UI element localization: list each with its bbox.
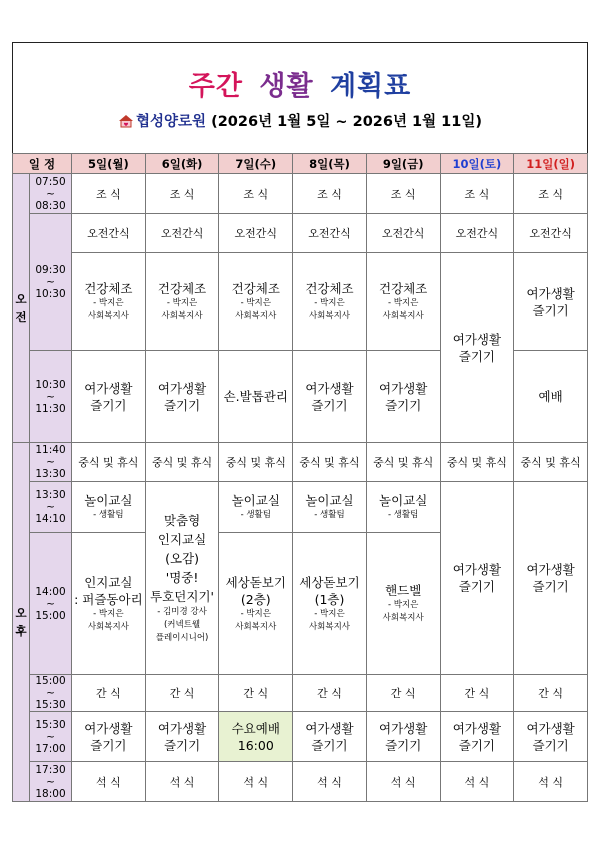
cognitive-custom-label: 맞춤형 인지교실 (오감) '명중! 투호던지기' <box>150 513 214 604</box>
cognitive-mon-staff: - 박지은 사회복지사 <box>87 608 129 632</box>
play-staff: - 생활팀 <box>93 510 124 520</box>
cell-breakfast: 조 식 <box>514 174 588 214</box>
cell-am-snack: 오전간식 <box>219 214 293 253</box>
cell-leisure: 여가생활 즐기기 <box>72 351 146 443</box>
cell-dinner: 석 식 <box>219 762 293 802</box>
cell-pm-snack: 간 식 <box>366 675 440 712</box>
cell-world-2f <box>219 533 293 675</box>
time-play: 13:30 ~ 14:10 <box>30 482 72 533</box>
exercise-staff: - 박지은 사회복지사 <box>87 298 129 321</box>
cell-pm-snack: 간 식 <box>440 675 514 712</box>
play-label: 놀이교실 <box>231 493 280 508</box>
exercise-label: 건강체조 <box>84 281 133 296</box>
cell-lunch: 중식 및 휴식 <box>514 443 588 482</box>
cell-dinner: 석 식 <box>145 762 219 802</box>
cell-exercise <box>293 253 367 351</box>
world-2f-staff: - 박지은 사회복지사 <box>235 608 277 632</box>
cell-pm-snack: 간 식 <box>219 675 293 712</box>
cell-wed-worship: 수요예배 16:00 <box>219 712 293 762</box>
time-afternoon-program: 14:00 ~ 15:00 <box>30 533 72 675</box>
time-am-program: 09:30 ~ 10:30 <box>30 214 72 351</box>
cell-exercise <box>219 253 293 351</box>
day-tue: 6일(화) <box>145 154 219 174</box>
handbell-label: 핸드벨 <box>385 583 422 598</box>
cell-dinner: 석 식 <box>514 762 588 802</box>
day-mon: 5일(월) <box>72 154 146 174</box>
play-staff: - 생활팀 <box>240 510 271 520</box>
cell-leisure: 여가생활 즐기기 <box>72 712 146 762</box>
schedule-table <box>12 153 588 802</box>
cell-sun-leisure: 여가생활 즐기기 <box>514 253 588 351</box>
exercise-label: 건강체조 <box>231 281 280 296</box>
exercise-label: 건강체조 <box>305 281 354 296</box>
handbell-staff: - 박지은 사회복지사 <box>382 600 424 623</box>
page-title <box>0 64 600 103</box>
cell-play <box>72 482 146 533</box>
cell-sun-worship: 예배 <box>514 351 588 443</box>
row-breakfast <box>13 174 588 214</box>
title-part-2: 생활 <box>259 71 314 102</box>
play-label: 놀이교실 <box>84 493 133 508</box>
cell-exercise <box>72 253 146 351</box>
cell-breakfast: 조 식 <box>366 174 440 214</box>
cell-play <box>366 482 440 533</box>
cell-lunch: 중식 및 휴식 <box>293 443 367 482</box>
day-sat: 10일(토) <box>440 154 514 174</box>
cell-sat-leisure: 여가생활 즐기기 <box>440 253 514 443</box>
cell-leisure: 여가생활 즐기기 <box>293 351 367 443</box>
cell-exercise <box>145 253 219 351</box>
play-staff: - 생활팀 <box>314 510 345 520</box>
cell-handbell <box>366 533 440 675</box>
cell-exercise <box>366 253 440 351</box>
exercise-staff: - 박지은 사회복지사 <box>235 298 277 321</box>
row-dinner <box>13 762 588 802</box>
world-1f-staff: - 박지은 사회복지사 <box>308 608 350 632</box>
row-exercise <box>13 253 588 351</box>
cell-sun-pm-leisure: 여가생활 즐기기 <box>514 482 588 675</box>
cell-lunch: 중식 및 휴식 <box>440 443 514 482</box>
time-late-afternoon: 15:30 ~ 17:00 <box>30 712 72 762</box>
cell-cognitive-mon <box>72 533 146 675</box>
cognitive-custom-staff: - 김미경 강사 (커넥트웰 플레이시니어) <box>155 607 209 643</box>
time-late-morning: 10:30 ~ 11:30 <box>30 351 72 443</box>
header-row <box>13 154 588 174</box>
play-label: 놀이교실 <box>305 493 354 508</box>
cell-am-snack: 오전간식 <box>293 214 367 253</box>
cell-am-snack: 오전간식 <box>145 214 219 253</box>
cell-pm-snack: 간 식 <box>145 675 219 712</box>
row-pm-snack <box>13 675 588 712</box>
row-play <box>13 482 588 533</box>
title-part-3: 계획표 <box>329 71 412 102</box>
row-late-afternoon <box>13 712 588 762</box>
subtitle <box>0 110 600 131</box>
day-thu: 8일(목) <box>293 154 367 174</box>
period-range: (2026년 1월 5일 ~ 2026년 1월 11일) <box>211 114 482 130</box>
cell-pm-snack: 간 식 <box>514 675 588 712</box>
cell-lunch: 중식 및 휴식 <box>366 443 440 482</box>
cell-handfoot-care: 손.발톱관리 <box>219 351 293 443</box>
org-name: 협성양로원 <box>135 114 207 130</box>
cell-leisure: 여가생활 즐기기 <box>145 712 219 762</box>
exercise-staff: - 박지은 사회복지사 <box>161 298 203 321</box>
period-am: 오 전 <box>13 174 30 443</box>
cell-breakfast: 조 식 <box>145 174 219 214</box>
cell-leisure: 여가생활 즐기기 <box>293 712 367 762</box>
cell-lunch: 중식 및 휴식 <box>72 443 146 482</box>
cell-leisure: 여가생활 즐기기 <box>145 351 219 443</box>
cell-dinner: 석 식 <box>440 762 514 802</box>
cell-dinner: 석 식 <box>293 762 367 802</box>
time-lunch: 11:40 ~ 13:30 <box>30 443 72 482</box>
cell-leisure: 여가생활 즐기기 <box>366 712 440 762</box>
time-dinner: 17:30 ~ 18:00 <box>30 762 72 802</box>
time-breakfast: 07:50 ~ 08:30 <box>30 174 72 214</box>
cell-leisure: 여가생활 즐기기 <box>514 712 588 762</box>
header-label: 일 정 <box>13 154 72 174</box>
cell-breakfast: 조 식 <box>219 174 293 214</box>
cell-am-snack: 오전간식 <box>72 214 146 253</box>
cell-breakfast: 조 식 <box>440 174 514 214</box>
cell-pm-snack: 간 식 <box>72 675 146 712</box>
period-pm: 오 후 <box>13 443 30 802</box>
cell-world-1f <box>293 533 367 675</box>
day-sun: 11일(일) <box>514 154 588 174</box>
play-staff: - 생활팀 <box>387 510 419 520</box>
time-pm-snack: 15:00 ~ 15:30 <box>30 675 72 712</box>
cell-breakfast: 조 식 <box>293 174 367 214</box>
exercise-label: 건강체조 <box>157 281 207 296</box>
cell-dinner: 석 식 <box>366 762 440 802</box>
row-lunch <box>13 443 588 482</box>
title-part-1: 주간 <box>188 71 243 102</box>
cognitive-mon-label: 인지교실 : 퍼즐동아리 <box>74 574 143 607</box>
cell-sat-pm-leisure: 여가생활 즐기기 <box>440 482 514 675</box>
world-2f-label: 세상돋보기 (2층) <box>225 574 286 607</box>
exercise-staff: - 박지은 사회복지사 <box>308 298 350 321</box>
house-logo-icon <box>118 114 134 128</box>
cell-lunch: 중식 및 휴식 <box>219 443 293 482</box>
play-label: 놀이교실 <box>379 493 428 508</box>
cell-pm-snack: 간 식 <box>293 675 367 712</box>
row-am-snack <box>13 214 588 253</box>
cell-cognitive-custom <box>145 482 219 675</box>
cell-leisure: 여가생활 즐기기 <box>366 351 440 443</box>
exercise-staff: - 박지은 사회복지사 <box>382 298 424 321</box>
cell-am-snack: 오전간식 <box>514 214 588 253</box>
day-wed: 7일(수) <box>219 154 293 174</box>
cell-breakfast: 조 식 <box>72 174 146 214</box>
cell-lunch: 중식 및 휴식 <box>145 443 219 482</box>
world-1f-label: 세상돋보기 (1층) <box>299 574 360 607</box>
day-fri: 9일(금) <box>366 154 440 174</box>
cell-am-snack: 오전간식 <box>440 214 514 253</box>
cell-leisure: 여가생활 즐기기 <box>440 712 514 762</box>
cell-play <box>293 482 367 533</box>
cell-am-snack: 오전간식 <box>366 214 440 253</box>
cell-play <box>219 482 293 533</box>
cell-dinner: 석 식 <box>72 762 146 802</box>
exercise-label: 건강체조 <box>379 281 428 296</box>
